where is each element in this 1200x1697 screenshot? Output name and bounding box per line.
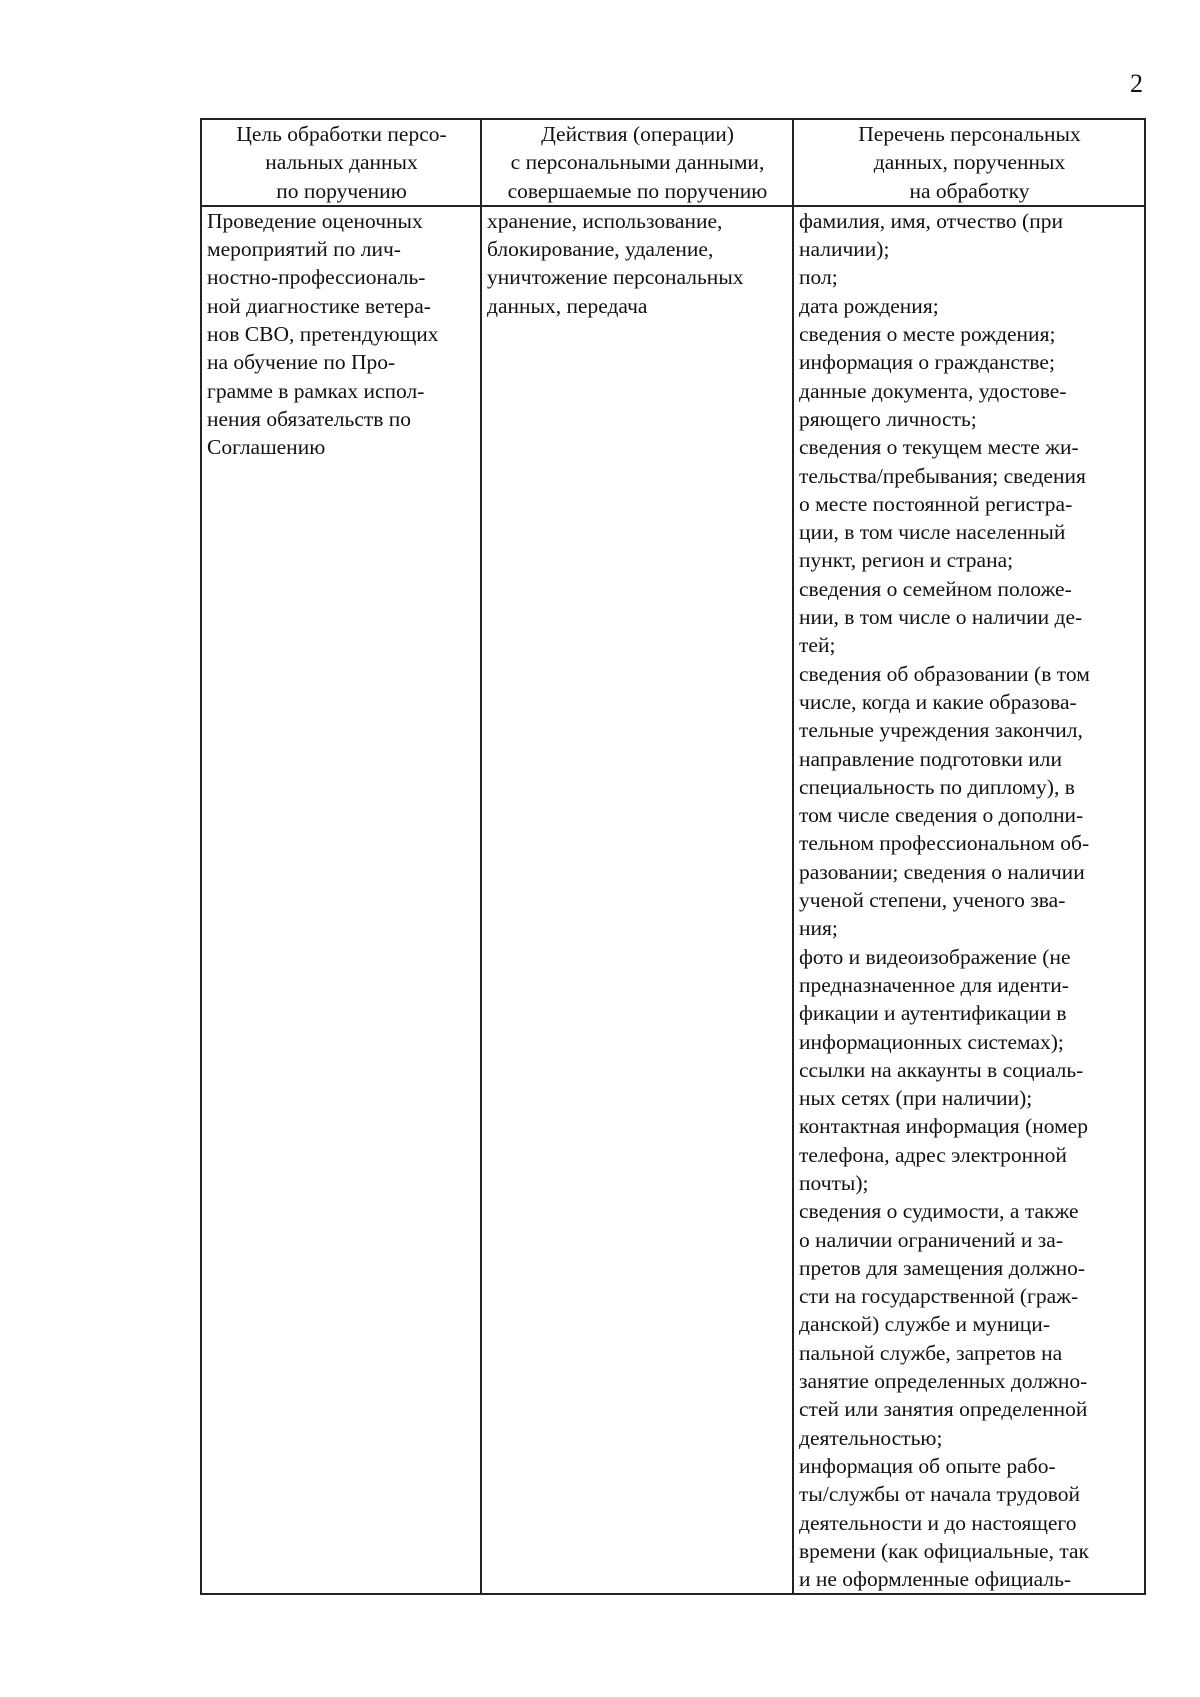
header-purpose-line: по поручению	[276, 178, 407, 203]
cell-text-line: и не оформленные официаль-	[799, 1567, 1072, 1592]
cell-text-line: тельные учреждения закончил,	[799, 718, 1083, 743]
cell-text-line: почты);	[799, 1170, 869, 1195]
cell-text-line: нов СВО, претендующих	[207, 322, 439, 347]
cell-text-line: данных, передача	[487, 293, 648, 318]
cell-text-line: сведения о судимости, а также	[799, 1199, 1079, 1224]
cell-text-line: ученой степени, ученого зва-	[799, 888, 1066, 913]
cell-text-line: информация о гражданстве;	[799, 350, 1055, 375]
cell-text-line: специальность по диплому), в	[799, 774, 1075, 799]
cell-text-line: числе, когда и какие образова-	[799, 689, 1077, 714]
table-header-row	[201, 119, 1145, 206]
cell-text-line: телефона, адрес электронной	[799, 1142, 1067, 1167]
cell-text-line: сведения о текущем месте жи-	[799, 435, 1079, 460]
header-actions	[481, 119, 793, 206]
cell-text-line: деятельностью;	[799, 1425, 943, 1450]
cell-text-line: тельства/пребывания; сведения	[799, 463, 1086, 488]
cell-text-line: пункт, регион и страна;	[799, 548, 1014, 573]
header-data-list	[793, 119, 1145, 206]
cell-purpose	[201, 206, 481, 1595]
cell-text-line: занятие определенных должно-	[799, 1369, 1088, 1394]
cell-text-line: Проведение оценочных	[207, 208, 423, 233]
cell-text-line: разовании; сведения о наличии	[799, 859, 1085, 884]
cell-text-line: тельном профессиональном об-	[799, 831, 1090, 856]
cell-text-line: ссылки на аккаунты в социаль-	[799, 1057, 1084, 1082]
cell-text-line: ния;	[799, 916, 838, 941]
cell-text-line: дата рождения;	[799, 293, 939, 318]
cell-text-line: ты/службы от начала трудовой	[799, 1482, 1080, 1507]
cell-text-line: том числе сведения о дополни-	[799, 803, 1084, 828]
header-data-list-line: данных, порученных	[873, 150, 1066, 175]
cell-text-line: информационных системах);	[799, 1029, 1064, 1054]
cell-text-line: ностно-профессиональ-	[207, 265, 426, 290]
cell-text-line: уничтожение персональных	[487, 265, 744, 290]
cell-text-line: ряющего личность;	[799, 406, 977, 431]
cell-text-line: ной диагностике ветера-	[207, 293, 431, 318]
cell-text-line: направление подготовки или	[799, 746, 1063, 771]
cell-text-line: пальной службе, запретов на	[799, 1340, 1063, 1365]
cell-text-line: сти на государственной (граж-	[799, 1284, 1079, 1309]
cell-text-line: хранение, использование,	[487, 208, 723, 233]
header-purpose	[201, 119, 481, 206]
cell-text-line: на обучение по Про-	[207, 350, 396, 375]
cell-text-line: ции, в том числе населенный	[799, 520, 1066, 545]
header-data-list-line: Перечень персональных	[858, 122, 1081, 146]
header-purpose-line: Цель обработки персо-	[236, 122, 447, 146]
cell-text-line: стей или занятия определенной	[799, 1397, 1088, 1422]
cell-data-list	[793, 206, 1145, 1595]
cell-text-line: нии, в том числе о наличии де-	[799, 605, 1083, 630]
cell-text-line: мероприятий по лич-	[207, 237, 401, 262]
cell-text-line: деятельности и до настоящего	[799, 1510, 1077, 1535]
personal-data-table	[200, 118, 1146, 1595]
header-actions-line: с персональными данными,	[510, 150, 765, 175]
cell-text-line: наличии);	[799, 237, 890, 262]
cell-text-line: пол;	[799, 265, 838, 290]
cell-text-line: предназначенное для иденти-	[799, 972, 1069, 997]
cell-text-line: фикации и аутентификации в	[799, 1001, 1067, 1026]
cell-text-line: контактная информация (номер	[799, 1114, 1088, 1139]
cell-actions	[481, 206, 793, 1595]
cell-text-line: фамилия, имя, отчество (при	[799, 208, 1063, 233]
header-purpose-line: нальных данных	[265, 150, 418, 175]
cell-text-line: тей;	[799, 633, 836, 658]
header-actions-line: совершаемые по поручению	[507, 178, 768, 203]
cell-text-line: Соглашению	[207, 435, 326, 460]
header-data-list-line: на обработку	[909, 178, 1030, 203]
cell-text-line: сведения об образовании (в том	[799, 661, 1090, 686]
cell-text-line: данные документа, удостове-	[799, 378, 1067, 403]
cell-text-line: претов для замещения должно-	[799, 1255, 1086, 1280]
cell-text-line: фото и видеоизображение (не	[799, 944, 1071, 969]
cell-text-line: данской) службе и муници-	[799, 1312, 1050, 1337]
cell-text-line: о наличии ограничений и за-	[799, 1227, 1063, 1252]
cell-text-line: ных сетях (при наличии);	[799, 1086, 1033, 1111]
cell-text-line: нения обязательств по	[207, 406, 412, 431]
table-row	[201, 206, 1145, 1595]
cell-text-line: сведения о месте рождения;	[799, 322, 1056, 347]
cell-text-line: о месте постоянной регистра-	[799, 491, 1073, 516]
cell-text-line: блокирование, удаление,	[487, 237, 714, 262]
cell-text-line: грамме в рамках испол-	[207, 378, 425, 403]
cell-text-line: времени (как официальные, так	[799, 1538, 1089, 1563]
header-actions-line: Действия (операции)	[541, 122, 734, 146]
page-number: 2	[1130, 69, 1143, 98]
cell-text-line: информация об опыте рабо-	[799, 1453, 1056, 1478]
cell-text-line: сведения о семейном положе-	[799, 576, 1072, 601]
